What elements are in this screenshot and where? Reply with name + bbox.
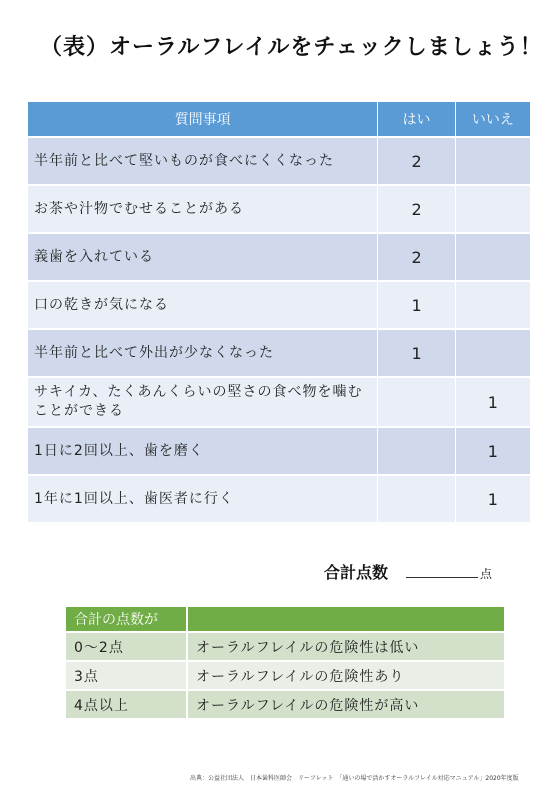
- no-cell: [456, 330, 530, 378]
- yes-cell: 1: [378, 330, 455, 378]
- result-cell: オーラルフレイルの危険性は低い: [188, 633, 504, 662]
- header-score: 合計の点数が: [66, 607, 188, 633]
- score-cell: 0〜2点: [66, 633, 188, 662]
- header-yes: はい: [378, 102, 455, 138]
- table-row: [28, 428, 530, 476]
- score-cell: 3点: [66, 662, 188, 691]
- question-cell: 義歯を入れている: [28, 234, 378, 282]
- result-table: [66, 607, 504, 720]
- table-row: [28, 476, 530, 524]
- yes-cell: 1: [378, 282, 455, 330]
- question-cell: 1年に1回以上、歯医者に行く: [28, 476, 378, 524]
- table-row: [28, 234, 530, 282]
- header-question: 質問事項: [28, 102, 378, 138]
- result-table-header: [66, 607, 504, 633]
- question-cell: 1日に2回以上、歯を磨く: [28, 428, 378, 476]
- yes-cell: 2: [378, 234, 455, 282]
- header-result: [188, 607, 504, 633]
- table-row: [28, 186, 530, 234]
- no-cell: 1: [456, 378, 530, 428]
- no-cell: [456, 138, 530, 186]
- question-table: [28, 102, 530, 524]
- no-cell: 1: [456, 428, 530, 476]
- result-cell: オーラルフレイルの危険性あり: [188, 662, 504, 691]
- score-cell: 4点以上: [66, 691, 188, 720]
- source-footer: 出典：公益社団法人 日本歯科医師会 リーフレット 「通いの場で活かすオーラルフレイル対応マニュアル」2020年度版: [190, 775, 519, 782]
- total-blank-line: [406, 563, 478, 578]
- question-cell: お茶や汁物でむせることがある: [28, 186, 378, 234]
- question-cell: 口の乾きが気になる: [28, 282, 378, 330]
- yes-cell: [378, 378, 455, 428]
- yes-cell: 2: [378, 186, 455, 234]
- no-cell: [456, 186, 530, 234]
- header-no: いいえ: [456, 102, 530, 138]
- question-cell: 半年前と比べて外出が少なくなった: [28, 330, 378, 378]
- no-cell: [456, 282, 530, 330]
- table-row: [28, 378, 530, 428]
- no-cell: [456, 234, 530, 282]
- total-label: 合計点数: [324, 563, 389, 582]
- yes-cell: [378, 476, 455, 524]
- table-row: [66, 662, 504, 691]
- result-cell: オーラルフレイルの危険性が高い: [188, 691, 504, 720]
- page-title: （表）オーラルフレイルをチェックしましょう！: [40, 35, 543, 60]
- yes-cell: 2: [378, 138, 455, 186]
- table-row: [28, 330, 530, 378]
- question-cell: 半年前と比べて堅いものが食べにくくなった: [28, 138, 378, 186]
- table-row: [66, 633, 504, 662]
- no-cell: 1: [456, 476, 530, 524]
- table-row: [28, 138, 530, 186]
- total-unit: 点: [480, 567, 493, 581]
- question-cell: サキイカ、たくあんくらいの堅さの食べ物を噛むことができる: [28, 378, 378, 428]
- total-score: [324, 560, 492, 583]
- table-row: [66, 691, 504, 720]
- question-table-header: [28, 102, 530, 138]
- table-row: [28, 282, 530, 330]
- yes-cell: [378, 428, 455, 476]
